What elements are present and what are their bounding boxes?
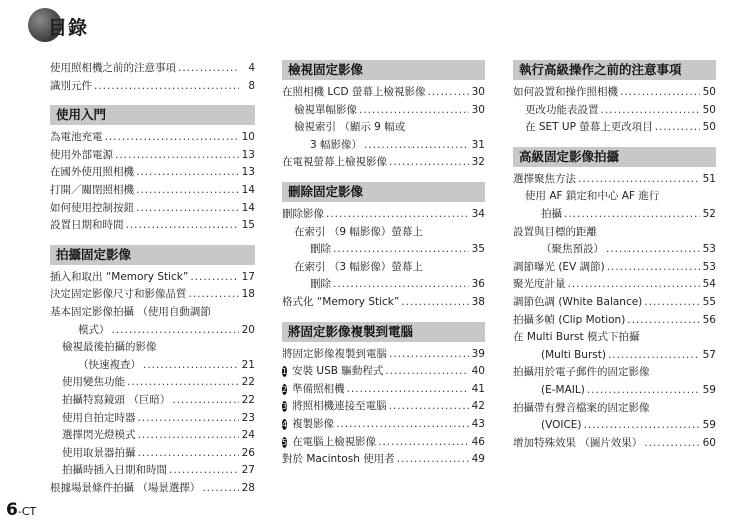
toc-entry[interactable]: (VOICE) ..... 59 <box>513 417 716 435</box>
toc-entry[interactable]: 識別元件 ..... 8 <box>50 78 255 96</box>
toc-entry[interactable]: 調節曝光 (EV 調節) ..... 53 <box>513 259 716 277</box>
toc-entry[interactable]: 打開／關閉照相機 ..... 14 <box>50 182 255 200</box>
toc-column-1 <box>50 60 255 497</box>
toc-entry[interactable]: 決定固定影像尺寸和影像品質 ..... 18 <box>50 286 255 304</box>
toc-column-3 <box>513 60 716 452</box>
toc-entry[interactable]: （聚焦預設） ..... 53 <box>513 241 716 259</box>
toc-entry[interactable]: 根據場景條件拍攝 （場景選擇） ..... 28 <box>50 480 255 498</box>
section-heading: 刪除固定影像 <box>282 182 485 202</box>
step-number-icon: 3 <box>282 402 288 412</box>
toc-entry[interactable]: 1 安裝 USB 驅動程式 ..... 40 <box>282 363 485 381</box>
toc-entry[interactable]: 格式化 “Memory Stick” ..... 38 <box>282 294 485 312</box>
toc-entry[interactable]: 檢視單幅影像 ..... 30 <box>282 102 485 120</box>
toc-entry[interactable]: 在電視螢幕上檢視影像 ..... 32 <box>282 154 485 172</box>
toc-entry[interactable]: 檢視索引 （顯示 9 幅或 <box>294 121 406 134</box>
section-heading: 高級固定影像拍攝 <box>513 147 716 167</box>
toc-entry[interactable]: 如何使用控制按鈕 ..... 14 <box>50 200 255 218</box>
toc-entry[interactable]: 2 準備照相機 ..... 41 <box>282 381 485 399</box>
step-number-icon: 5 <box>282 437 288 447</box>
toc-entry[interactable]: 使用變焦功能 ..... 22 <box>50 374 255 392</box>
toc-entry[interactable]: （快速複查） ..... 21 <box>50 357 255 375</box>
page-number: 6-CT <box>6 500 37 520</box>
step-number-icon: 4 <box>282 419 288 429</box>
toc-entry[interactable]: 4 複製影像 ..... 43 <box>282 416 485 434</box>
section-heading: 檢視固定影像 <box>282 60 485 80</box>
toc-entry[interactable]: 模式） ..... 20 <box>50 322 255 340</box>
toc-entry[interactable]: 增加特殊效果 （圖片效果） ..... 60 <box>513 435 716 453</box>
toc-entry[interactable]: 使用照相機之前的注意事項 ..... 4 <box>50 60 255 78</box>
toc-column-2 <box>282 60 485 469</box>
toc-entry[interactable]: 使用外部電源 ..... 13 <box>50 147 255 165</box>
toc-entry[interactable]: 設置日期和時間 ..... 15 <box>50 217 255 235</box>
toc-entry[interactable]: 5 在電腦上檢視影像 ..... 46 <box>282 434 485 452</box>
toc-entry[interactable]: 拍攝特寫鏡頭 （巨暗） ..... 22 <box>50 392 255 410</box>
toc-entry[interactable]: 3 將照相機連接至電腦 ..... 42 <box>282 398 485 416</box>
section-heading: 將固定影像複製到電腦 <box>282 322 485 342</box>
section-heading: 拍攝固定影像 <box>50 245 255 265</box>
toc-entry[interactable]: 拍攝多幀 (Clip Motion) ..... 56 <box>513 312 716 330</box>
toc-entry[interactable]: 更改功能表設置 ..... 50 <box>513 102 716 120</box>
toc-entry[interactable]: 在 SET UP 螢幕上更改項目 ..... 50 <box>513 119 716 137</box>
toc-entry[interactable]: 為電池充電 ..... 10 <box>50 129 255 147</box>
toc-entry[interactable]: 將固定影像複製到電腦 ..... 39 <box>282 346 485 364</box>
toc-entry[interactable]: 選擇聚焦方法 ..... 51 <box>513 171 716 189</box>
toc-entry[interactable]: 3 幅影像） ..... 31 <box>282 137 485 155</box>
toc-entry[interactable]: 在國外使用照相機 ..... 13 <box>50 164 255 182</box>
section-heading: 執行高級操作之前的注意事項 <box>513 60 716 80</box>
toc-entry[interactable]: 拍攝用於電子郵件的固定影像 <box>513 366 650 379</box>
toc-entry[interactable]: 基本固定影像拍攝 （使用自動調節 <box>50 305 211 318</box>
toc-entry[interactable]: 使用取景器拍攝 ..... 26 <box>50 445 255 463</box>
toc-entry[interactable]: 拍攝時插入日期和時間 ..... 27 <box>50 462 255 480</box>
toc-entry[interactable]: 刪除影像 ..... 34 <box>282 206 485 224</box>
toc-entry[interactable]: 聚光度計量 ..... 54 <box>513 276 716 294</box>
toc-entry[interactable]: 使用自拍定時器 ..... 23 <box>50 410 255 428</box>
toc-entry[interactable]: 檢視最後拍攝的影像 <box>62 341 157 354</box>
toc-entry[interactable]: 拍攝帶有聲音檔案的固定影像 <box>513 401 650 414</box>
toc-entry[interactable]: 拍攝 ..... 52 <box>513 206 716 224</box>
toc-entry[interactable]: 調節色調 (White Balance) ..... 55 <box>513 294 716 312</box>
toc-entry[interactable]: 在 Multi Burst 模式下拍攝 <box>513 331 640 344</box>
toc-entry[interactable]: 對於 Macintosh 使用者 ..... 49 <box>282 451 485 469</box>
toc-entry[interactable]: 在索引 （9 幅影像）螢幕上 <box>294 225 423 238</box>
toc-entry[interactable]: 如何設置和操作照相機 ..... 50 <box>513 84 716 102</box>
toc-entry[interactable]: 刪除 ..... 35 <box>282 241 485 259</box>
toc-entry[interactable]: 刪除 ..... 36 <box>282 276 485 294</box>
step-number-icon: 1 <box>282 367 288 377</box>
toc-entry[interactable]: 使用 AF 鎖定和中心 AF 進行 <box>525 190 660 203</box>
toc-entry[interactable]: 選擇閃光燈模式 ..... 24 <box>50 427 255 445</box>
toc-entry[interactable]: 設置與目標的距離 <box>513 225 597 238</box>
toc-entry[interactable]: 在照相機 LCD 螢幕上檢視影像 ..... 30 <box>282 84 485 102</box>
page-title: 目錄 <box>48 17 89 39</box>
toc-entry[interactable]: (E-MAIL) ..... 59 <box>513 382 716 400</box>
toc-entry[interactable]: 插入和取出 “Memory Stick” ..... 17 <box>50 269 255 287</box>
section-heading: 使用入門 <box>50 105 255 125</box>
toc-entry[interactable]: 在索引 （3 幅影像）螢幕上 <box>294 260 423 273</box>
step-number-icon: 2 <box>282 384 288 394</box>
toc-entry[interactable]: (Multi Burst) ..... 57 <box>513 347 716 365</box>
